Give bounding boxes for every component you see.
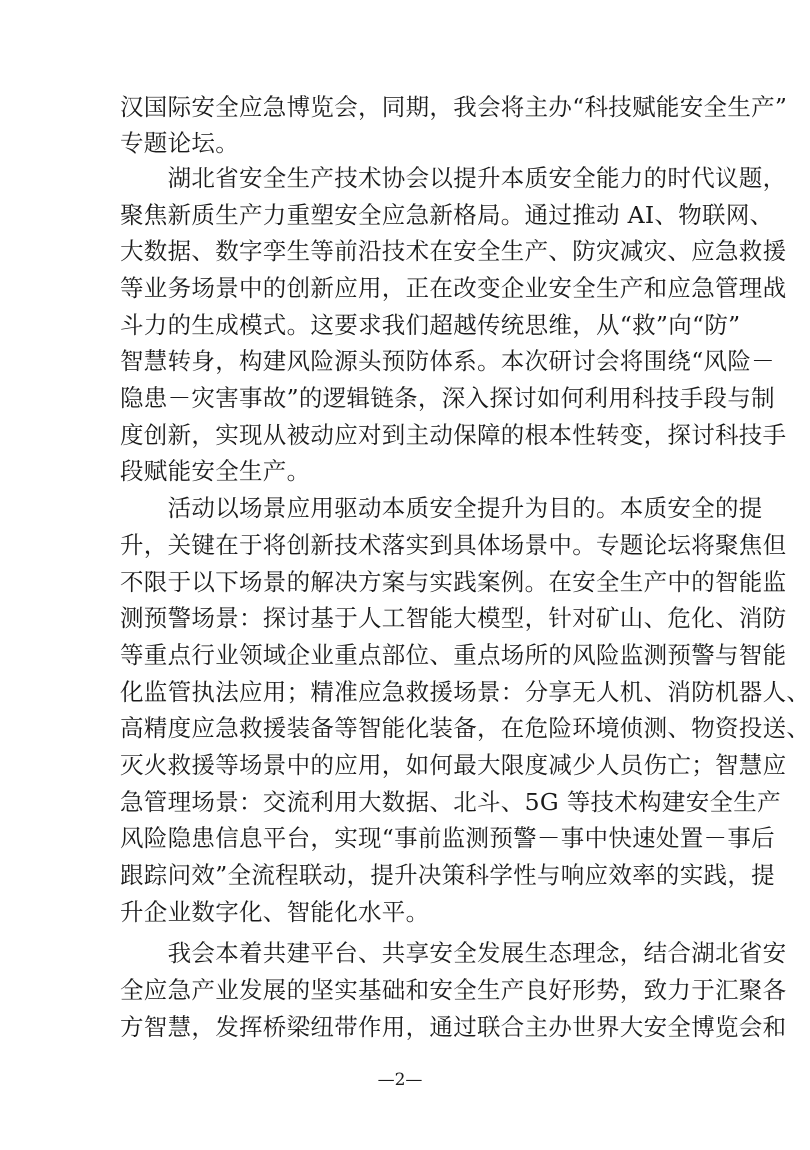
text-line: 灭火救援等场景中的应用，如何最大限度减少人员伤亡；智慧应 [120, 751, 787, 779]
text-line: 升企业数字化、智能化水平。 [120, 898, 430, 926]
text-line: 湖北省安全生产技术协会以提升本质安全能力的时代议题， [120, 164, 787, 192]
text-line: 斗力的生成模式。这要求我们超越传统思维，从“救”向“防” [120, 311, 741, 339]
text-line-last: 方智慧，发挥桥梁纽带作用，通过联合主办世界大安全博览会和 [120, 1013, 787, 1041]
text-line: 高精度应急救援装备等智能化装备，在危险环境侦测、物资投送、 [120, 714, 810, 742]
text-line: 聚焦新质生产力重塑安全应急新格局。通过推动 AI、物联网、 [120, 201, 774, 229]
text-line: 汉国际安全应急博览会，同期，我会将主办“科技赋能安全生产” [120, 93, 788, 121]
text-line: 测预警场景：探讨基于人工智能大模型，针对矿山、危化、消防 [120, 604, 787, 632]
text-line: 智慧转身，构建风险源头预防体系。本次研讨会将围绕“风险－ [120, 347, 775, 375]
text-line: 等业务场景中的创新应用，正在改变企业安全生产和应急管理战 [120, 274, 787, 302]
text-line: 化监管执法应用；精准应急救援场景：分享无人机、消防机器人、 [120, 678, 810, 706]
text-line: 不限于以下场景的解决方案与实践案例。在安全生产中的智能监 [120, 568, 787, 596]
text-line: 急管理场景：交流利用大数据、北斗、5G 等技术构建安全生产 [120, 788, 781, 816]
text-line: 跟踪问效”全流程联动，提升决策科学性与响应效率的实践，提 [120, 861, 775, 889]
text-line: 升，关键在于将创新技术落实到具体场景中。专题论坛将聚焦但 [120, 531, 787, 559]
page-number: —2— [377, 1070, 423, 1090]
text-line: 等重点行业领域企业重点部位、重点场所的风险监测预警与智能 [120, 641, 787, 669]
text-line: 隐患－灾害事故”的逻辑链条，深入探讨如何利用科技手段与制 [120, 384, 775, 412]
text-line: 度创新，实现从被动应对到主动保障的根本性转变，探讨科技手 [120, 421, 787, 449]
text-line: 我会本着共建平台、共享安全发展生态理念，结合湖北省安 [120, 939, 787, 967]
text-line: 大数据、数字孪生等前沿技术在安全生产、防灾减灾、应急救援 [120, 237, 787, 265]
text-line: 全应急产业发展的坚实基础和安全生产良好形势，致力于汇聚各 [120, 976, 787, 1004]
text-line: 段赋能安全生产。 [120, 457, 311, 485]
text-line: 风险隐患信息平台，实现“事前监测预警－事中快速处置－事后 [120, 824, 775, 852]
text-line: 活动以场景应用驱动本质安全提升为目的。本质安全的提 [120, 494, 763, 522]
text-line: 专题论坛。 [120, 129, 239, 157]
